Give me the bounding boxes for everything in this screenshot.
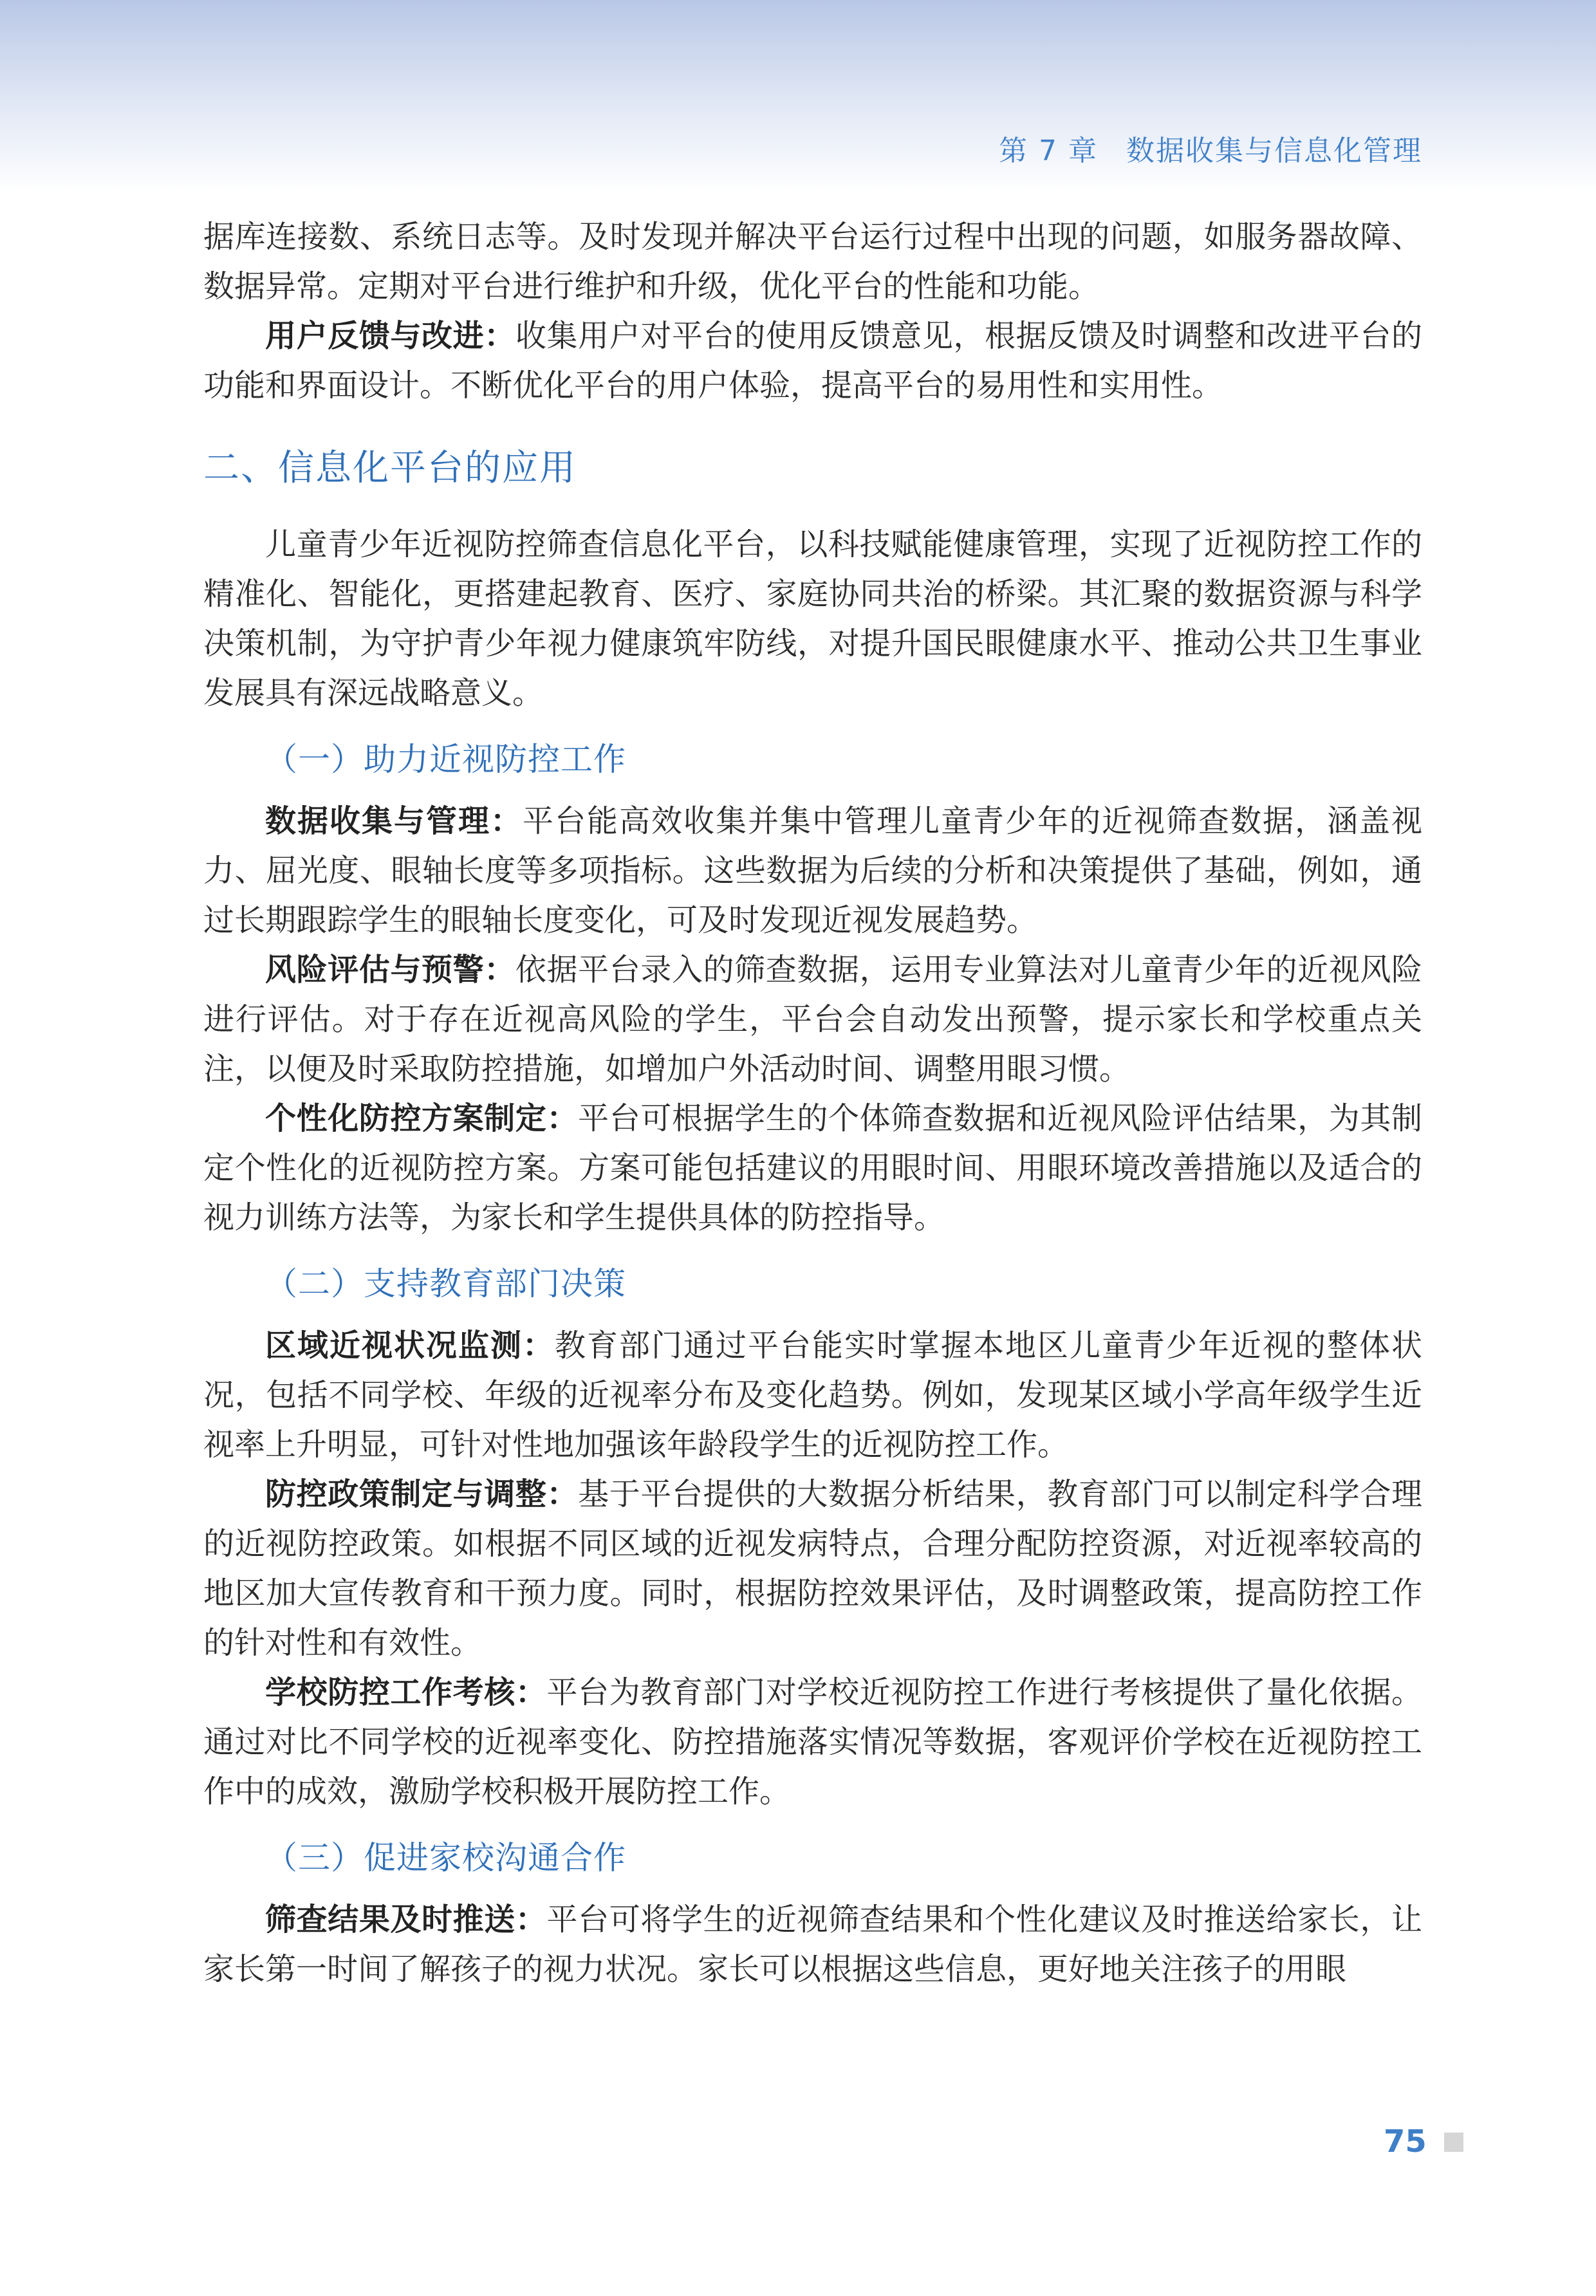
subsection-heading-3: （三）促进家校沟通合作 <box>265 1839 626 1876</box>
paragraph-text: 平台为教育部门对学校近视防控工作进行考核提供了量化依据。通过对比不同学校的近视率变化、防控措施落实情况等数据，客观评价学校在近视防控工作中的成效，激励学校积极开展防控工作。 <box>203 1674 1422 1810</box>
paragraph-text: 平台能高效收集并集中管理儿童青少年的近视筛查数据，涵盖视力、屈光度、眼轴长度等多项指标。这些数据为后续的分析和决策提供了基础，例如，通过长期跟踪学生的眼轴长度变化，可及时发现近视发展趋势。 <box>203 803 1422 938</box>
paragraph-label: 用户反馈与改进： <box>265 318 515 354</box>
chapter-title: 数据收集与信息化管理 <box>1126 134 1422 167</box>
paragraph-label: 防控政策制定与调整： <box>265 1476 579 1512</box>
paragraph-label: 风险评估与预警： <box>265 952 515 988</box>
paragraph-intro: 儿童青少年近视防控筛查信息化平台，以科技赋能健康管理，实现了近视防控工作的精准化、智能化，更搭建起教育、医疗、家庭协同共治的桥梁。其汇聚的数据资源与科学决策机制，为守护青少年视力健康筑牢防线，对提升国民眼健康水平、推动公共卫生事业发展具有深远战略意义。 <box>203 526 1422 711</box>
paragraph-policy <box>203 1470 1422 1668</box>
paragraph-label: 学校防控工作考核： <box>265 1674 547 1710</box>
paragraph-continued: 据库连接数、系统日志等。及时发现并解决平台运行过程中出现的问题，如服务器故障、数据异常。定期对平台进行维护和升级，优化平台的性能和功能。 <box>203 219 1422 304</box>
paragraph-text: 基于平台提供的大数据分析结果，教育部门可以制定科学合理的近视防控政策。如根据不同区域的近视发病特点，合理分配防控资源，对近视率较高的地区加大宣传教育和干预力度。同时，根据防控效果评估，及时调整政策，提高防控工作的针对性和有效性。 <box>203 1476 1422 1661</box>
paragraph-text: 依据平台录入的筛查数据，运用专业算法对儿童青少年的近视风险进行评估。对于存在近视高风险的学生，平台会自动发出预警，提示家长和学校重点关注，以便及时采取防控措施，如增加户外活动时间、调整用眼习惯。 <box>203 952 1422 1087</box>
paragraph-personalized-plan <box>203 1094 1422 1243</box>
page-body <box>203 212 1422 1994</box>
paragraph-result-push <box>203 1895 1422 1994</box>
chapter-number: 第 7 章 <box>999 134 1098 167</box>
paragraph-school-assessment <box>203 1668 1422 1817</box>
paragraph-data-collection <box>203 797 1422 945</box>
paragraph-label: 数据收集与管理： <box>265 803 523 839</box>
page-number: 75 <box>1384 2124 1427 2160</box>
subsection-heading-2: （二）支持教育部门决策 <box>265 1265 626 1302</box>
paragraph-regional-monitoring <box>203 1321 1422 1470</box>
paragraph-user-feedback <box>203 311 1422 411</box>
running-head <box>999 127 1422 169</box>
subsection-heading-1: （一）助力近视防控工作 <box>265 741 626 778</box>
paragraph-label: 筛查结果及时推送： <box>265 1902 547 1938</box>
paragraph-text: 平台可根据学生的个体筛查数据和近视风险评估结果，为其制定个性化的近视防控方案。方案可能包括建议的用眼时间、用眼环境改善措施以及适合的视力训练方法等，为家长和学生提供具体的防控指导。 <box>203 1100 1422 1236</box>
paragraph-text: 教育部门通过平台能实时掌握本地区儿童青少年近视的整体状况，包括不同学校、年级的近视率分布及变化趋势。例如，发现某区域小学高年级学生近视率上升明显，可针对性地加强该年龄段学生的近视防控工作。 <box>203 1328 1422 1463</box>
paragraph-text: 平台可将学生的近视筛查结果和个性化建议及时推送给家长，让家长第一时间了解孩子的视力状况。家长可以根据这些信息，更好地关注孩子的用眼 <box>203 1902 1422 1987</box>
paragraph-label: 个性化防控方案制定： <box>265 1100 579 1136</box>
section-heading: 二、信息化平台的应用 <box>203 447 577 489</box>
paragraph-risk-warning <box>203 945 1422 1094</box>
paragraph-text: 收集用户对平台的使用反馈意见，根据反馈及时调整和改进平台的功能和界面设计。不断优化平台的用户体验，提高平台的易用性和实用性。 <box>203 318 1422 403</box>
page-number-marker <box>1444 2133 1463 2152</box>
paragraph-label: 区域近视状况监测： <box>265 1328 555 1364</box>
